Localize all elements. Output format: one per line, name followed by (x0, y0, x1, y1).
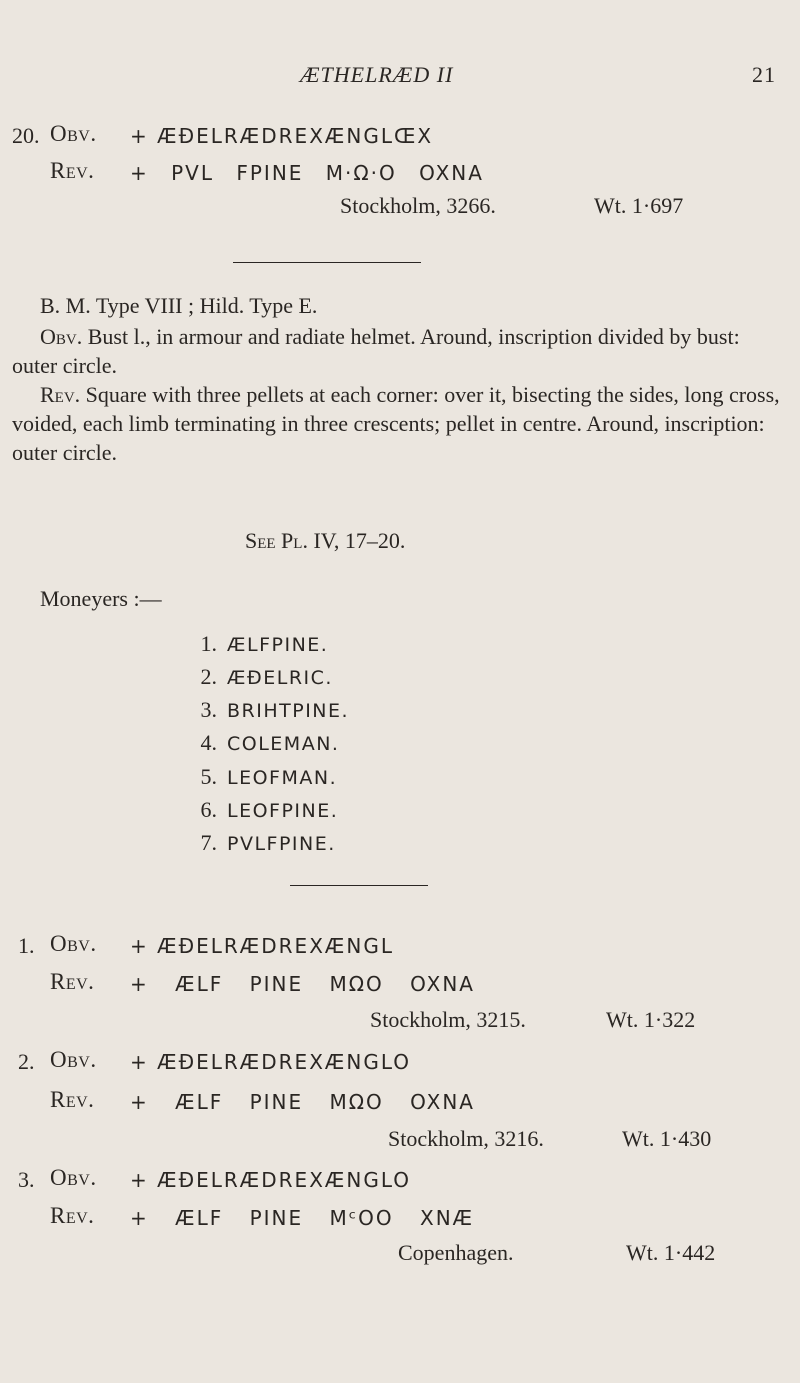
weight: Wt. 1·430 (622, 1126, 712, 1151)
entry-number: 1. (18, 933, 35, 958)
reverse-legend: + ÆLF PINE MᶜOO XNÆ (130, 1206, 475, 1230)
entry-number: 2. (18, 1049, 35, 1074)
weight: Wt. 1·322 (606, 1007, 696, 1032)
entry-number: 20. (12, 123, 40, 148)
entry-number: 3. (18, 1167, 35, 1192)
list-item: 7. PVLFPINE. (200, 830, 336, 855)
list-item: 2. ÆÐELRIC. (200, 664, 333, 689)
section-divider (290, 885, 428, 886)
list-item: 6. LEOFPINE. (200, 797, 339, 822)
obverse-legend: + ÆÐELRÆDREXÆNGLŒX (130, 124, 434, 148)
obverse-legend: + ÆÐELRÆDREXÆNGLO (130, 1050, 412, 1074)
obverse-legend: + ÆÐELRÆDREXÆNGLO (130, 1168, 412, 1192)
reverse-description (12, 380, 784, 467)
page-title: ÆTHELRÆD II (300, 62, 454, 87)
list-item: 4. COLEMAN. (200, 730, 340, 755)
reverse-label: Rev. (50, 1087, 95, 1112)
location: Stockholm, 3266. (340, 193, 496, 218)
weight: Wt. 1·442 (626, 1240, 716, 1265)
obverse-label: Obv. (50, 1047, 97, 1072)
reverse-legend: + ÆLF PINE MΩO OXNA (130, 1090, 475, 1114)
list-item: 3. BRIHTPINE. (200, 697, 350, 722)
section-divider (233, 262, 421, 263)
page-number: 21 (752, 62, 776, 87)
list-item: 5. LEOFMAN. (200, 764, 338, 789)
location: Copenhagen. (398, 1240, 514, 1265)
reverse-text: Square with three pellets at each corner: over it, bisecting the sides, long cross, voided, each limb terminating in three crescents; pellet in centre. Around, inscription: outer circle. (12, 382, 780, 465)
reverse-label: Rev. (40, 382, 81, 407)
moneyers-heading: Moneyers :— (40, 586, 162, 611)
obverse-label: Obv. (50, 931, 97, 956)
location: Stockholm, 3216. (388, 1126, 544, 1151)
plate-reference: See Pl. IV, 17–20. (245, 528, 406, 553)
type-heading: B. M. Type VIII ; Hild. Type E. (40, 293, 318, 318)
obverse-label: Obv. (50, 1165, 97, 1190)
reverse-label: Rev. (50, 1203, 95, 1228)
reverse-label: Rev. (50, 158, 95, 183)
weight: Wt. 1·697 (594, 193, 684, 218)
reverse-label: Rev. (50, 969, 95, 994)
obverse-description (12, 322, 784, 380)
reverse-legend: + PVL FPINE M·Ω·O OXNA (130, 161, 484, 185)
obverse-legend: + ÆÐELRÆDREXÆNGL (130, 934, 394, 958)
obverse-text: Bust l., in armour and radiate helmet. Around, inscription divided by bust: outer circle. (12, 324, 740, 378)
obverse-label: Obv. (50, 121, 97, 146)
obverse-label: Obv. (40, 324, 83, 349)
location: Stockholm, 3215. (370, 1007, 526, 1032)
list-item: 1. ÆLFPINE. (200, 631, 329, 656)
reverse-legend: + ÆLF PINE MΩO OXNA (130, 972, 475, 996)
